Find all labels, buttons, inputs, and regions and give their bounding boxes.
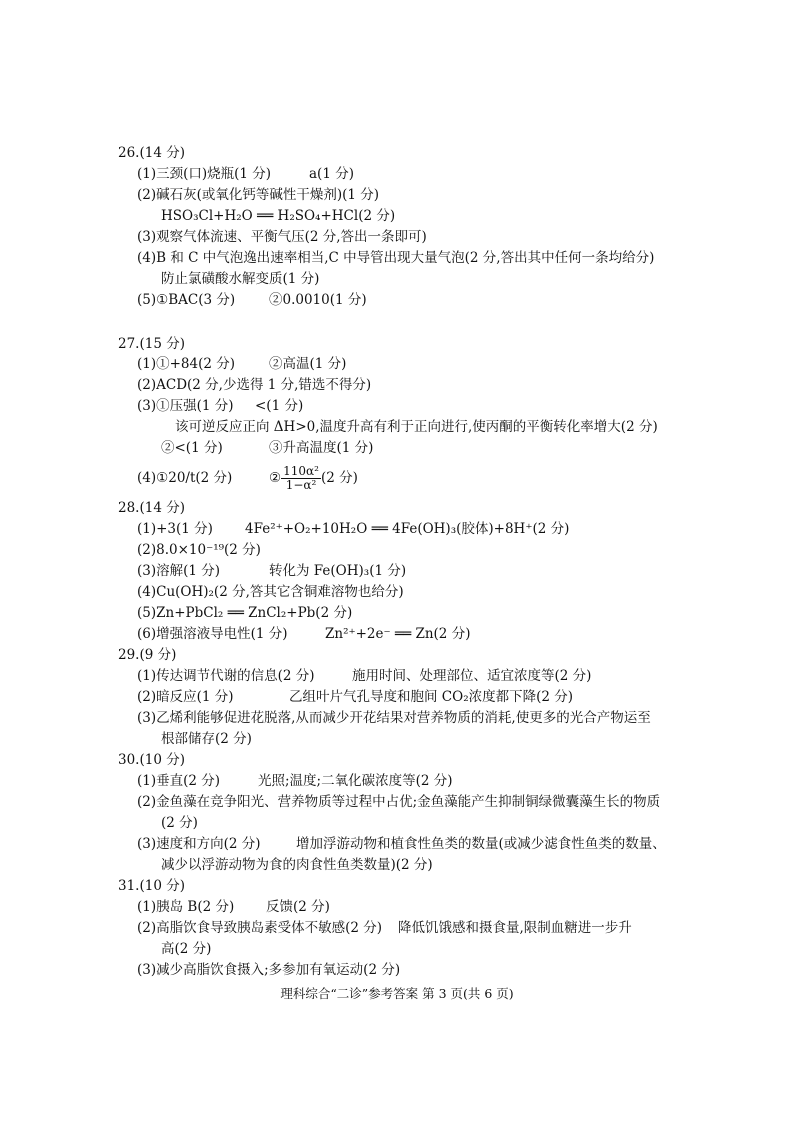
fraction-denominator: 1−α² (285, 478, 317, 492)
page-footer: 理科综合“二诊”参考答案 第 3 页(共 6 页) (280, 986, 514, 1001)
q29-line1a: (1)传达调节代谢的信息(2 分) (137, 668, 315, 684)
fraction-numerator: 110α² (283, 464, 319, 478)
q28-line1a: (1)+3(1 分) (137, 521, 213, 537)
q28-line3a: (3)溶解(1 分) (137, 563, 221, 579)
q31-line1a: (1)胰岛 B(2 分) (137, 899, 235, 915)
q31-line2b: 降低饥饿感和摄食量,限制血糖进一步升 (398, 920, 632, 936)
q29-line2a: (2)暗反应(1 分) (137, 689, 234, 705)
q26-line2: (2)碱石灰(或氧化钙等碱性干燥剂)(1 分) (137, 187, 380, 203)
q27-line3a: (3)①压强(1 分) (137, 398, 234, 414)
q27-fraction (281, 465, 321, 492)
q26-line6b: ②0.0010(1 分) (269, 292, 367, 308)
q26-line5: 防止氯磺酸水解变质(1 分) (161, 271, 320, 287)
q31-line4: (3)减少高脂饮食摄入;多参加有氧运动(2 分) (137, 962, 401, 978)
q31-heading: 31.(10 分) (118, 878, 185, 894)
q28-line6b: Zn²⁺+2e⁻ ══ Zn(2 分) (325, 626, 471, 642)
q27-heading: 27.(15 分) (118, 336, 185, 352)
q27-line2: (2)ACD(2 分,少选得 1 分,错选不得分) (137, 377, 372, 393)
q29-heading: 29.(9 分) (118, 647, 177, 663)
q27-line1a: (1)①+84(2 分) (137, 356, 236, 372)
q27-line4: 该可逆反应正向 ΔH>0,温度升高有利于正向进行,使丙酮的平衡转化率增大(2 分) (175, 419, 658, 435)
q30-line1b: 光照;温度;二氧化碳浓度等(2 分) (258, 773, 453, 789)
q28-line1b: 4Fe²⁺+O₂+10H₂O ══ 4Fe(OH)₃(胶体)+8H⁺(2 分) (245, 521, 570, 537)
q26-line1a: (1)三颈(口)烧瓶(1 分) (137, 166, 272, 182)
q27-line6b-suffix: (2 分) (320, 470, 358, 486)
q28-line4: (4)Cu(OH)₂(2 分,答其它含铜难溶物也给分) (137, 584, 404, 600)
q29-line4: 根部储存(2 分) (161, 731, 252, 747)
q28-heading: 28.(14 分) (118, 500, 185, 516)
q27-line5a: ②<(1 分) (161, 440, 223, 456)
q27-line5b: ③升高温度(1 分) (269, 440, 374, 456)
q31-line1b: 反馈(2 分) (266, 899, 330, 915)
q28-line6a: (6)增强溶液导电性(1 分) (137, 626, 288, 642)
q31-line2a: (2)高脂饮食导致胰岛素受体不敏感(2 分) (137, 920, 383, 936)
q27-line6b (269, 459, 358, 497)
q30-line1a: (1)垂直(2 分) (137, 773, 221, 789)
q30-line4a: (3)速度和方向(2 分) (137, 836, 261, 852)
q31-line3: 高(2 分) (161, 941, 212, 957)
q26-line3: (3)观察气体流速、平衡气压(2 分,答出一条即可) (137, 229, 427, 245)
q29-line3: (3)乙烯利能够促进花脱落,从而减少开花结果对营养物质的消耗,使更多的光合产物运至 (137, 710, 651, 726)
q30-line5: 减少以浮游动物为食的肉食性鱼类数量)(2 分) (161, 857, 433, 873)
q26-line4: (4)B 和 C 中气泡逸出速率相当,C 中导管出现大量气泡(2 分,答出其中任何一条均给分) (137, 250, 655, 266)
q26-line6a: (5)①BAC(3 分) (137, 292, 236, 308)
q26-heading: 26.(14 分) (118, 145, 185, 161)
q28-line5: (5)Zn+PbCl₂ ══ ZnCl₂+Pb(2 分) (137, 605, 353, 621)
q27-line1b: ②高温(1 分) (269, 356, 347, 372)
q27-line6a: (4)①20/t(2 分) (137, 470, 233, 486)
q29-line2b: 乙组叶片气孔导度和胞间 CO₂浓度都下降(2 分) (289, 689, 574, 705)
q28-line3b: 转化为 Fe(OH)₃(1 分) (269, 563, 407, 579)
q30-line3: (2 分) (161, 815, 198, 831)
q29-line1b: 施用时间、处理部位、适宜浓度等(2 分) (352, 668, 592, 684)
q28-line2: (2)8.0×10⁻¹⁹(2 分) (137, 542, 261, 558)
q27-line6b-prefix: ② (269, 470, 282, 486)
q26-line1b: a(1 分) (309, 166, 354, 182)
q26-equation: HSO₃Cl+H₂O ══ H₂SO₄+HCl(2 分) (161, 208, 396, 224)
q30-line4b: 增加浮游动物和植食性鱼类的数量(或减少滤食性鱼类的数量、 (296, 836, 666, 852)
q30-heading: 30.(10 分) (118, 752, 185, 768)
q27-line3b: <(1 分) (255, 398, 304, 414)
q30-line2: (2)金鱼藻在竞争阳光、营养物质等过程中占优;金鱼藻能产生抑制铜绿微囊藻生长的物质 (137, 794, 661, 810)
